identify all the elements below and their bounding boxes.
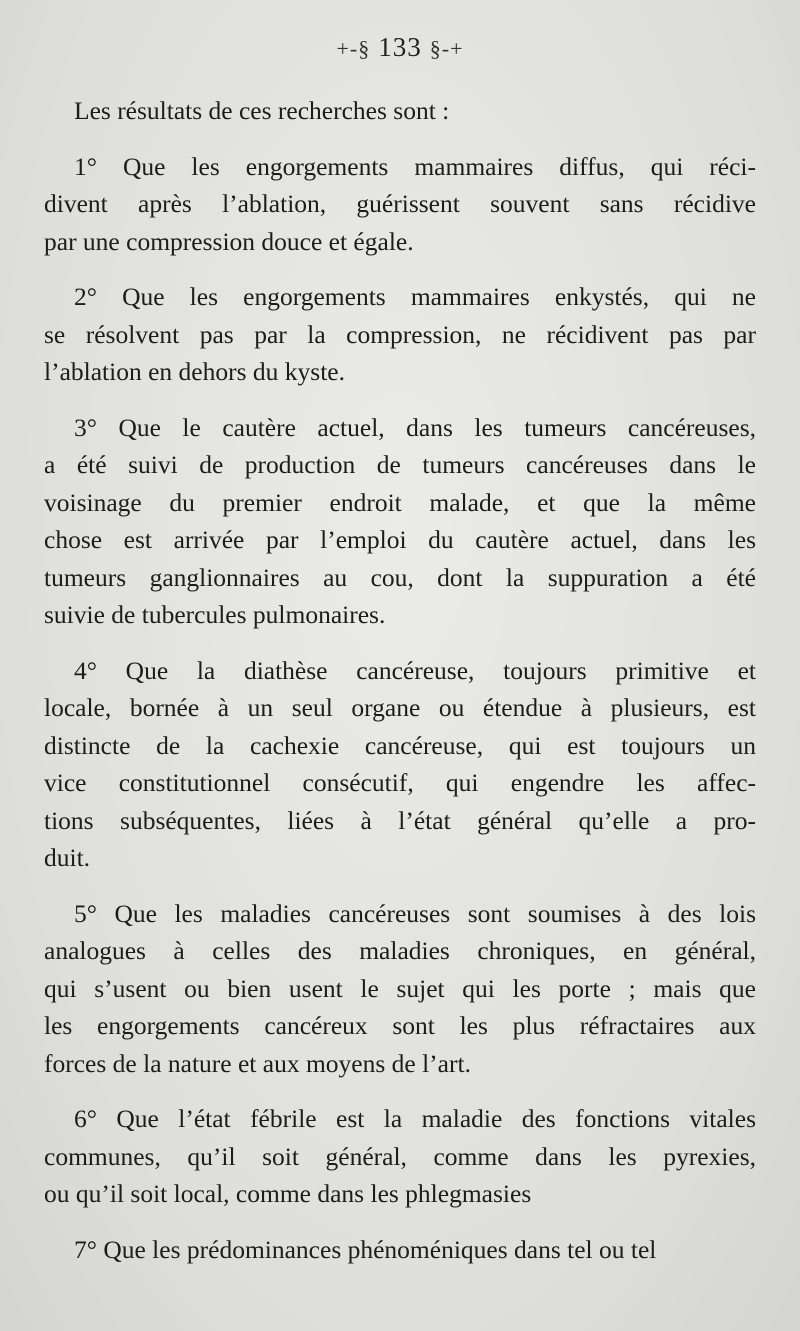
text-line: l’ablation en dehors du kyste.	[44, 357, 345, 386]
header-ornament-left: +-§	[336, 36, 371, 61]
text-line: chose est arrivée par l’emploi du cautère actuel, dans les	[44, 525, 756, 554]
text-line: 4° Que la diathèse cancéreuse, toujours primitive et	[74, 655, 756, 685]
text-line: divent après l’ablation, guérissent souvent sans récidive	[44, 189, 756, 218]
page-header	[0, 32, 800, 63]
text-line: se résolvent pas par la compression, ne récidivent pas par	[44, 319, 756, 349]
text-line: ou qu’il soit local, comme dans les phlegmasies	[44, 1179, 532, 1208]
paragraph-gap	[44, 391, 756, 409]
text-line: analogues à celles des maladies chroniques, en général,	[44, 936, 756, 965]
paragraph-2	[44, 148, 756, 261]
text-line: 5° Que les maladies cancéreuses sont soumises à des lois	[74, 898, 756, 928]
text-line: 2° Que les engorgements mammaires enkystés, qui ne	[74, 282, 756, 311]
text-line: les engorgements cancéreux sont les plus réfractaires aux	[44, 1011, 756, 1040]
text-line: locale, bornée à un seul organe ou étendue à plusieurs, est	[44, 693, 756, 722]
text-line: Les résultats de ces recherches sont :	[74, 96, 450, 125]
text-line: 1° Que les engorgements mammaires diffus, qui réci-	[74, 151, 756, 181]
text-line: 6° Que l’état fébrile est la maladie des fonctions vitales	[74, 1104, 756, 1133]
text-line: duit.	[44, 843, 91, 872]
header-ornament-right: §-+	[429, 36, 464, 61]
paragraph-6	[44, 895, 756, 1083]
text-line: par une compression douce et égale.	[44, 226, 414, 256]
paragraph-gap	[44, 877, 756, 895]
text-line: tions subséquentes, liées à l’état général qu’elle a pro-	[44, 805, 756, 835]
text-line: 3° Que le cautère actuel, dans les tumeurs cancéreuses,	[74, 412, 756, 442]
paragraph-gap	[44, 634, 756, 652]
paragraph-gap	[44, 260, 756, 278]
text-line: suivie de tubercules pulmonaires.	[44, 600, 386, 629]
paragraph-gap	[44, 1213, 756, 1231]
text-line: voisinage du premier endroit malade, et que la même	[44, 487, 756, 517]
text-line: forces de la nature et aux moyens de l’art.	[44, 1048, 471, 1078]
paragraph-7	[44, 1100, 756, 1213]
text-line: tumeurs ganglionnaires au cou, dont la suppuration a été	[44, 562, 756, 592]
text-line: 7° Que les prédominances phénoméniques dans tel ou tel	[74, 1234, 657, 1264]
paragraph-5	[44, 652, 756, 877]
page-number: 133	[378, 32, 422, 62]
paragraph-gap	[44, 130, 756, 148]
text-line: vice constitutionnel consécutif, qui engendre les affec-	[44, 768, 756, 797]
text-line: qui s’usent ou bien usent le sujet qui les porte ; mais que	[44, 973, 756, 1003]
text-line: distincte de la cachexie cancéreuse, qui est toujours un	[44, 730, 756, 760]
body-text	[44, 92, 756, 1268]
paragraph-8	[44, 1231, 756, 1269]
text-line: a été suivi de production de tumeurs cancéreuses dans le	[44, 450, 756, 479]
paragraph-4	[44, 409, 756, 634]
paragraph-gap	[44, 1082, 756, 1100]
paragraph-3	[44, 278, 756, 391]
text-line: communes, qu’il soit général, comme dans les pyrexies,	[44, 1141, 756, 1171]
paragraph-1	[44, 92, 756, 130]
